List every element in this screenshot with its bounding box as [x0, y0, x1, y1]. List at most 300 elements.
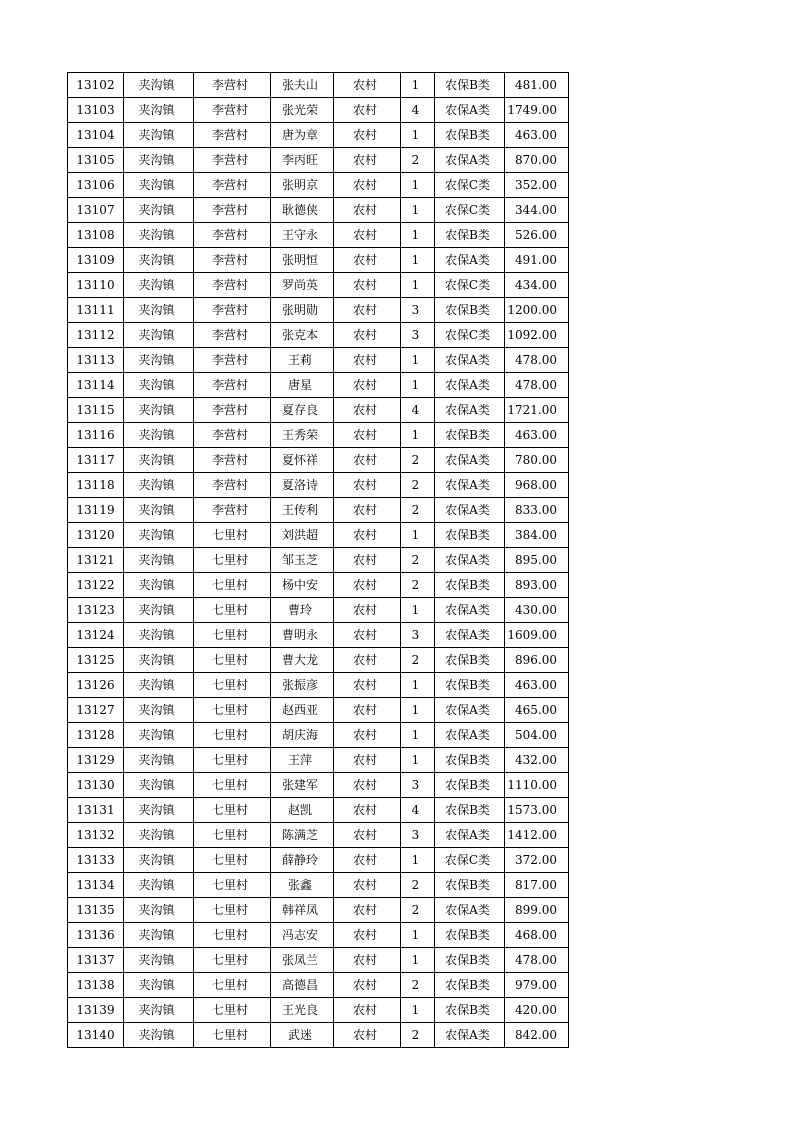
amount-cell: 893.00	[505, 573, 569, 598]
amount-cell: 895.00	[505, 548, 569, 573]
insurance-class-cell: 农保C类	[435, 173, 505, 198]
record-id-cell: 13115	[68, 398, 124, 423]
name-cell: 高德昌	[271, 973, 334, 998]
table-row	[68, 548, 569, 573]
household-type-cell: 农村	[334, 73, 401, 98]
household-type-cell: 农村	[334, 898, 401, 923]
table-row	[68, 773, 569, 798]
village-cell: 李营村	[194, 373, 271, 398]
name-cell: 刘洪超	[271, 523, 334, 548]
village-cell: 七里村	[194, 873, 271, 898]
household-type-cell: 农村	[334, 823, 401, 848]
insurance-class-cell: 农保A类	[435, 698, 505, 723]
record-id-cell: 13102	[68, 73, 124, 98]
table-body	[68, 73, 569, 1048]
record-id-cell: 13129	[68, 748, 124, 773]
township-cell: 夹沟镇	[124, 973, 194, 998]
name-cell: 张建军	[271, 773, 334, 798]
township-cell: 夹沟镇	[124, 198, 194, 223]
village-cell: 七里村	[194, 598, 271, 623]
amount-cell: 1609.00	[505, 623, 569, 648]
amount-cell: 896.00	[505, 648, 569, 673]
insurance-class-cell: 农保A类	[435, 548, 505, 573]
record-id-cell: 13131	[68, 798, 124, 823]
township-cell: 夹沟镇	[124, 823, 194, 848]
insurance-class-cell: 农保B类	[435, 748, 505, 773]
table-row	[68, 923, 569, 948]
name-cell: 陈满芝	[271, 823, 334, 848]
village-cell: 七里村	[194, 573, 271, 598]
insurance-class-cell: 农保A类	[435, 1023, 505, 1048]
table-row	[68, 98, 569, 123]
name-cell: 曹大龙	[271, 648, 334, 673]
household-size-cell: 3	[401, 623, 435, 648]
household-size-cell: 1	[401, 173, 435, 198]
table-row	[68, 598, 569, 623]
village-cell: 七里村	[194, 898, 271, 923]
amount-cell: 1200.00	[505, 298, 569, 323]
village-cell: 李营村	[194, 273, 271, 298]
household-type-cell: 农村	[334, 773, 401, 798]
village-cell: 七里村	[194, 973, 271, 998]
table-row	[68, 473, 569, 498]
household-type-cell: 农村	[334, 523, 401, 548]
township-cell: 夹沟镇	[124, 148, 194, 173]
township-cell: 夹沟镇	[124, 798, 194, 823]
household-type-cell: 农村	[334, 498, 401, 523]
household-size-cell: 1	[401, 73, 435, 98]
table-row	[68, 398, 569, 423]
amount-cell: 491.00	[505, 248, 569, 273]
name-cell: 唐为章	[271, 123, 334, 148]
name-cell: 张凤兰	[271, 948, 334, 973]
name-cell: 张振彦	[271, 673, 334, 698]
household-type-cell: 农村	[334, 998, 401, 1023]
household-type-cell: 农村	[334, 748, 401, 773]
insurance-class-cell: 农保B类	[435, 973, 505, 998]
name-cell: 张光荣	[271, 98, 334, 123]
village-cell: 李营村	[194, 148, 271, 173]
table-row	[68, 273, 569, 298]
table-row	[68, 148, 569, 173]
record-id-cell: 13120	[68, 523, 124, 548]
household-size-cell: 3	[401, 298, 435, 323]
township-cell: 夹沟镇	[124, 123, 194, 148]
name-cell: 武迷	[271, 1023, 334, 1048]
township-cell: 夹沟镇	[124, 848, 194, 873]
township-cell: 夹沟镇	[124, 298, 194, 323]
insurance-class-cell: 农保A类	[435, 623, 505, 648]
household-type-cell: 农村	[334, 573, 401, 598]
table-row	[68, 423, 569, 448]
village-cell: 李营村	[194, 223, 271, 248]
household-type-cell: 农村	[334, 198, 401, 223]
amount-cell: 1573.00	[505, 798, 569, 823]
village-cell: 七里村	[194, 923, 271, 948]
insurance-class-cell: 农保B类	[435, 298, 505, 323]
township-cell: 夹沟镇	[124, 748, 194, 773]
name-cell: 耿德侠	[271, 198, 334, 223]
amount-cell: 817.00	[505, 873, 569, 898]
name-cell: 张明京	[271, 173, 334, 198]
village-cell: 李营村	[194, 123, 271, 148]
amount-cell: 463.00	[505, 423, 569, 448]
name-cell: 王光良	[271, 998, 334, 1023]
township-cell: 夹沟镇	[124, 73, 194, 98]
township-cell: 夹沟镇	[124, 323, 194, 348]
insurance-class-cell: 农保A类	[435, 898, 505, 923]
village-cell: 李营村	[194, 398, 271, 423]
amount-cell: 1092.00	[505, 323, 569, 348]
table-row	[68, 448, 569, 473]
table-row	[68, 698, 569, 723]
name-cell: 张鑫	[271, 873, 334, 898]
record-id-cell: 13110	[68, 273, 124, 298]
village-cell: 七里村	[194, 623, 271, 648]
household-size-cell: 1	[401, 748, 435, 773]
table-row	[68, 873, 569, 898]
table-row	[68, 823, 569, 848]
village-cell: 七里村	[194, 848, 271, 873]
household-size-cell: 1	[401, 223, 435, 248]
amount-cell: 1412.00	[505, 823, 569, 848]
amount-cell: 526.00	[505, 223, 569, 248]
insurance-class-cell: 农保B类	[435, 998, 505, 1023]
table-row	[68, 248, 569, 273]
table-row	[68, 123, 569, 148]
record-id-cell: 13109	[68, 248, 124, 273]
household-type-cell: 农村	[334, 373, 401, 398]
household-size-cell: 4	[401, 798, 435, 823]
amount-cell: 430.00	[505, 598, 569, 623]
amount-cell: 420.00	[505, 998, 569, 1023]
village-cell: 七里村	[194, 523, 271, 548]
township-cell: 夹沟镇	[124, 98, 194, 123]
township-cell: 夹沟镇	[124, 523, 194, 548]
village-cell: 李营村	[194, 98, 271, 123]
household-type-cell: 农村	[334, 723, 401, 748]
name-cell: 李丙旺	[271, 148, 334, 173]
insurance-class-cell: 农保A类	[435, 98, 505, 123]
village-cell: 李营村	[194, 73, 271, 98]
amount-cell: 344.00	[505, 198, 569, 223]
table-row	[68, 323, 569, 348]
amount-cell: 478.00	[505, 373, 569, 398]
amount-cell: 968.00	[505, 473, 569, 498]
amount-cell: 504.00	[505, 723, 569, 748]
household-type-cell: 农村	[334, 323, 401, 348]
record-id-cell: 13132	[68, 823, 124, 848]
record-id-cell: 13112	[68, 323, 124, 348]
table-row	[68, 848, 569, 873]
village-cell: 李营村	[194, 198, 271, 223]
record-id-cell: 13122	[68, 573, 124, 598]
record-id-cell: 13111	[68, 298, 124, 323]
record-id-cell: 13106	[68, 173, 124, 198]
table-row	[68, 298, 569, 323]
township-cell: 夹沟镇	[124, 473, 194, 498]
name-cell: 张明勋	[271, 298, 334, 323]
amount-cell: 1721.00	[505, 398, 569, 423]
household-type-cell: 农村	[334, 798, 401, 823]
amount-cell: 1110.00	[505, 773, 569, 798]
insurance-class-cell: 农保A类	[435, 473, 505, 498]
insurance-class-cell: 农保C类	[435, 198, 505, 223]
household-size-cell: 1	[401, 248, 435, 273]
township-cell: 夹沟镇	[124, 648, 194, 673]
insurance-class-cell: 农保A类	[435, 373, 505, 398]
township-cell: 夹沟镇	[124, 248, 194, 273]
township-cell: 夹沟镇	[124, 773, 194, 798]
name-cell: 赵西亚	[271, 698, 334, 723]
household-type-cell: 农村	[334, 473, 401, 498]
household-size-cell: 1	[401, 123, 435, 148]
name-cell: 罗尚英	[271, 273, 334, 298]
amount-cell: 465.00	[505, 698, 569, 723]
insurance-class-cell: 农保B类	[435, 523, 505, 548]
household-type-cell: 农村	[334, 248, 401, 273]
record-id-cell: 13124	[68, 623, 124, 648]
village-cell: 七里村	[194, 548, 271, 573]
table-row	[68, 523, 569, 548]
household-size-cell: 2	[401, 573, 435, 598]
record-id-cell: 13118	[68, 473, 124, 498]
household-size-cell: 2	[401, 648, 435, 673]
household-size-cell: 1	[401, 348, 435, 373]
record-id-cell: 13134	[68, 873, 124, 898]
record-id-cell: 13133	[68, 848, 124, 873]
household-size-cell: 4	[401, 398, 435, 423]
household-size-cell: 1	[401, 373, 435, 398]
amount-cell: 842.00	[505, 1023, 569, 1048]
village-cell: 李营村	[194, 473, 271, 498]
name-cell: 曹玲	[271, 598, 334, 623]
amount-cell: 481.00	[505, 73, 569, 98]
amount-cell: 463.00	[505, 673, 569, 698]
household-type-cell: 农村	[334, 648, 401, 673]
name-cell: 张克本	[271, 323, 334, 348]
record-id-cell: 13117	[68, 448, 124, 473]
table-row	[68, 223, 569, 248]
village-cell: 李营村	[194, 298, 271, 323]
name-cell: 张夫山	[271, 73, 334, 98]
village-cell: 李营村	[194, 248, 271, 273]
household-type-cell: 农村	[334, 123, 401, 148]
household-size-cell: 1	[401, 948, 435, 973]
household-size-cell: 1	[401, 673, 435, 698]
household-size-cell: 1	[401, 848, 435, 873]
insurance-class-cell: 农保C类	[435, 323, 505, 348]
township-cell: 夹沟镇	[124, 898, 194, 923]
relief-roster-table	[67, 72, 569, 1048]
township-cell: 夹沟镇	[124, 223, 194, 248]
record-id-cell: 13130	[68, 773, 124, 798]
township-cell: 夹沟镇	[124, 348, 194, 373]
household-type-cell: 农村	[334, 873, 401, 898]
name-cell: 王传利	[271, 498, 334, 523]
insurance-class-cell: 农保A类	[435, 598, 505, 623]
table-row	[68, 798, 569, 823]
household-size-cell: 2	[401, 473, 435, 498]
village-cell: 七里村	[194, 748, 271, 773]
name-cell: 杨中安	[271, 573, 334, 598]
insurance-class-cell: 农保A类	[435, 498, 505, 523]
table-row	[68, 173, 569, 198]
table-row	[68, 73, 569, 98]
village-cell: 李营村	[194, 498, 271, 523]
village-cell: 七里村	[194, 698, 271, 723]
household-size-cell: 2	[401, 148, 435, 173]
insurance-class-cell: 农保B类	[435, 798, 505, 823]
name-cell: 夏怀祥	[271, 448, 334, 473]
amount-cell: 463.00	[505, 123, 569, 148]
insurance-class-cell: 农保B类	[435, 573, 505, 598]
name-cell: 王莉	[271, 348, 334, 373]
household-size-cell: 1	[401, 923, 435, 948]
household-type-cell: 农村	[334, 623, 401, 648]
name-cell: 张明恒	[271, 248, 334, 273]
household-size-cell: 3	[401, 773, 435, 798]
household-size-cell: 4	[401, 98, 435, 123]
township-cell: 夹沟镇	[124, 548, 194, 573]
village-cell: 七里村	[194, 1023, 271, 1048]
record-id-cell: 13103	[68, 98, 124, 123]
household-type-cell: 农村	[334, 948, 401, 973]
household-type-cell: 农村	[334, 698, 401, 723]
amount-cell: 372.00	[505, 848, 569, 873]
village-cell: 七里村	[194, 648, 271, 673]
household-type-cell: 农村	[334, 148, 401, 173]
household-type-cell: 农村	[334, 548, 401, 573]
record-id-cell: 13114	[68, 373, 124, 398]
insurance-class-cell: 农保A类	[435, 148, 505, 173]
household-size-cell: 2	[401, 498, 435, 523]
record-id-cell: 13116	[68, 423, 124, 448]
record-id-cell: 13140	[68, 1023, 124, 1048]
household-size-cell: 1	[401, 523, 435, 548]
table-row	[68, 348, 569, 373]
record-id-cell: 13139	[68, 998, 124, 1023]
table-row	[68, 1023, 569, 1048]
household-type-cell: 农村	[334, 1023, 401, 1048]
insurance-class-cell: 农保A类	[435, 248, 505, 273]
amount-cell: 434.00	[505, 273, 569, 298]
insurance-class-cell: 农保B类	[435, 948, 505, 973]
insurance-class-cell: 农保B类	[435, 423, 505, 448]
name-cell: 曹明永	[271, 623, 334, 648]
township-cell: 夹沟镇	[124, 598, 194, 623]
insurance-class-cell: 农保A类	[435, 348, 505, 373]
table-row	[68, 973, 569, 998]
township-cell: 夹沟镇	[124, 573, 194, 598]
insurance-class-cell: 农保B类	[435, 873, 505, 898]
household-size-cell: 1	[401, 423, 435, 448]
amount-cell: 384.00	[505, 523, 569, 548]
household-size-cell: 2	[401, 548, 435, 573]
household-type-cell: 农村	[334, 273, 401, 298]
amount-cell: 780.00	[505, 448, 569, 473]
name-cell: 韩祥凤	[271, 898, 334, 923]
village-cell: 七里村	[194, 773, 271, 798]
township-cell: 夹沟镇	[124, 273, 194, 298]
table-row	[68, 673, 569, 698]
household-size-cell: 1	[401, 598, 435, 623]
household-size-cell: 2	[401, 898, 435, 923]
township-cell: 夹沟镇	[124, 373, 194, 398]
amount-cell: 899.00	[505, 898, 569, 923]
household-size-cell: 3	[401, 823, 435, 848]
record-id-cell: 13123	[68, 598, 124, 623]
household-type-cell: 农村	[334, 398, 401, 423]
name-cell: 胡庆海	[271, 723, 334, 748]
household-size-cell: 1	[401, 198, 435, 223]
township-cell: 夹沟镇	[124, 698, 194, 723]
insurance-class-cell: 农保A类	[435, 398, 505, 423]
record-id-cell: 13121	[68, 548, 124, 573]
household-type-cell: 农村	[334, 673, 401, 698]
table-row	[68, 498, 569, 523]
township-cell: 夹沟镇	[124, 998, 194, 1023]
township-cell: 夹沟镇	[124, 1023, 194, 1048]
household-size-cell: 2	[401, 973, 435, 998]
name-cell: 王守永	[271, 223, 334, 248]
insurance-class-cell: 农保B类	[435, 648, 505, 673]
name-cell: 王秀荣	[271, 423, 334, 448]
township-cell: 夹沟镇	[124, 873, 194, 898]
township-cell: 夹沟镇	[124, 723, 194, 748]
table-row	[68, 723, 569, 748]
record-id-cell: 13127	[68, 698, 124, 723]
record-id-cell: 13126	[68, 673, 124, 698]
table-row	[68, 623, 569, 648]
record-id-cell: 13107	[68, 198, 124, 223]
amount-cell: 352.00	[505, 173, 569, 198]
insurance-class-cell: 农保B类	[435, 73, 505, 98]
name-cell: 冯志安	[271, 923, 334, 948]
table-row	[68, 898, 569, 923]
record-id-cell: 13138	[68, 973, 124, 998]
record-id-cell: 13125	[68, 648, 124, 673]
insurance-class-cell: 农保C类	[435, 848, 505, 873]
table-row	[68, 373, 569, 398]
village-cell: 李营村	[194, 323, 271, 348]
name-cell: 王萍	[271, 748, 334, 773]
amount-cell: 833.00	[505, 498, 569, 523]
household-type-cell: 农村	[334, 98, 401, 123]
village-cell: 李营村	[194, 348, 271, 373]
table-row	[68, 948, 569, 973]
household-type-cell: 农村	[334, 448, 401, 473]
household-type-cell: 农村	[334, 423, 401, 448]
household-size-cell: 3	[401, 323, 435, 348]
village-cell: 七里村	[194, 998, 271, 1023]
insurance-class-cell: 农保B类	[435, 773, 505, 798]
amount-cell: 870.00	[505, 148, 569, 173]
household-size-cell: 1	[401, 998, 435, 1023]
village-cell: 七里村	[194, 723, 271, 748]
record-id-cell: 13135	[68, 898, 124, 923]
village-cell: 李营村	[194, 448, 271, 473]
household-type-cell: 农村	[334, 923, 401, 948]
insurance-class-cell: 农保B类	[435, 923, 505, 948]
village-cell: 七里村	[194, 948, 271, 973]
table-row	[68, 648, 569, 673]
village-cell: 李营村	[194, 173, 271, 198]
amount-cell: 432.00	[505, 748, 569, 773]
household-size-cell: 1	[401, 698, 435, 723]
household-type-cell: 农村	[334, 173, 401, 198]
name-cell: 夏洛诗	[271, 473, 334, 498]
